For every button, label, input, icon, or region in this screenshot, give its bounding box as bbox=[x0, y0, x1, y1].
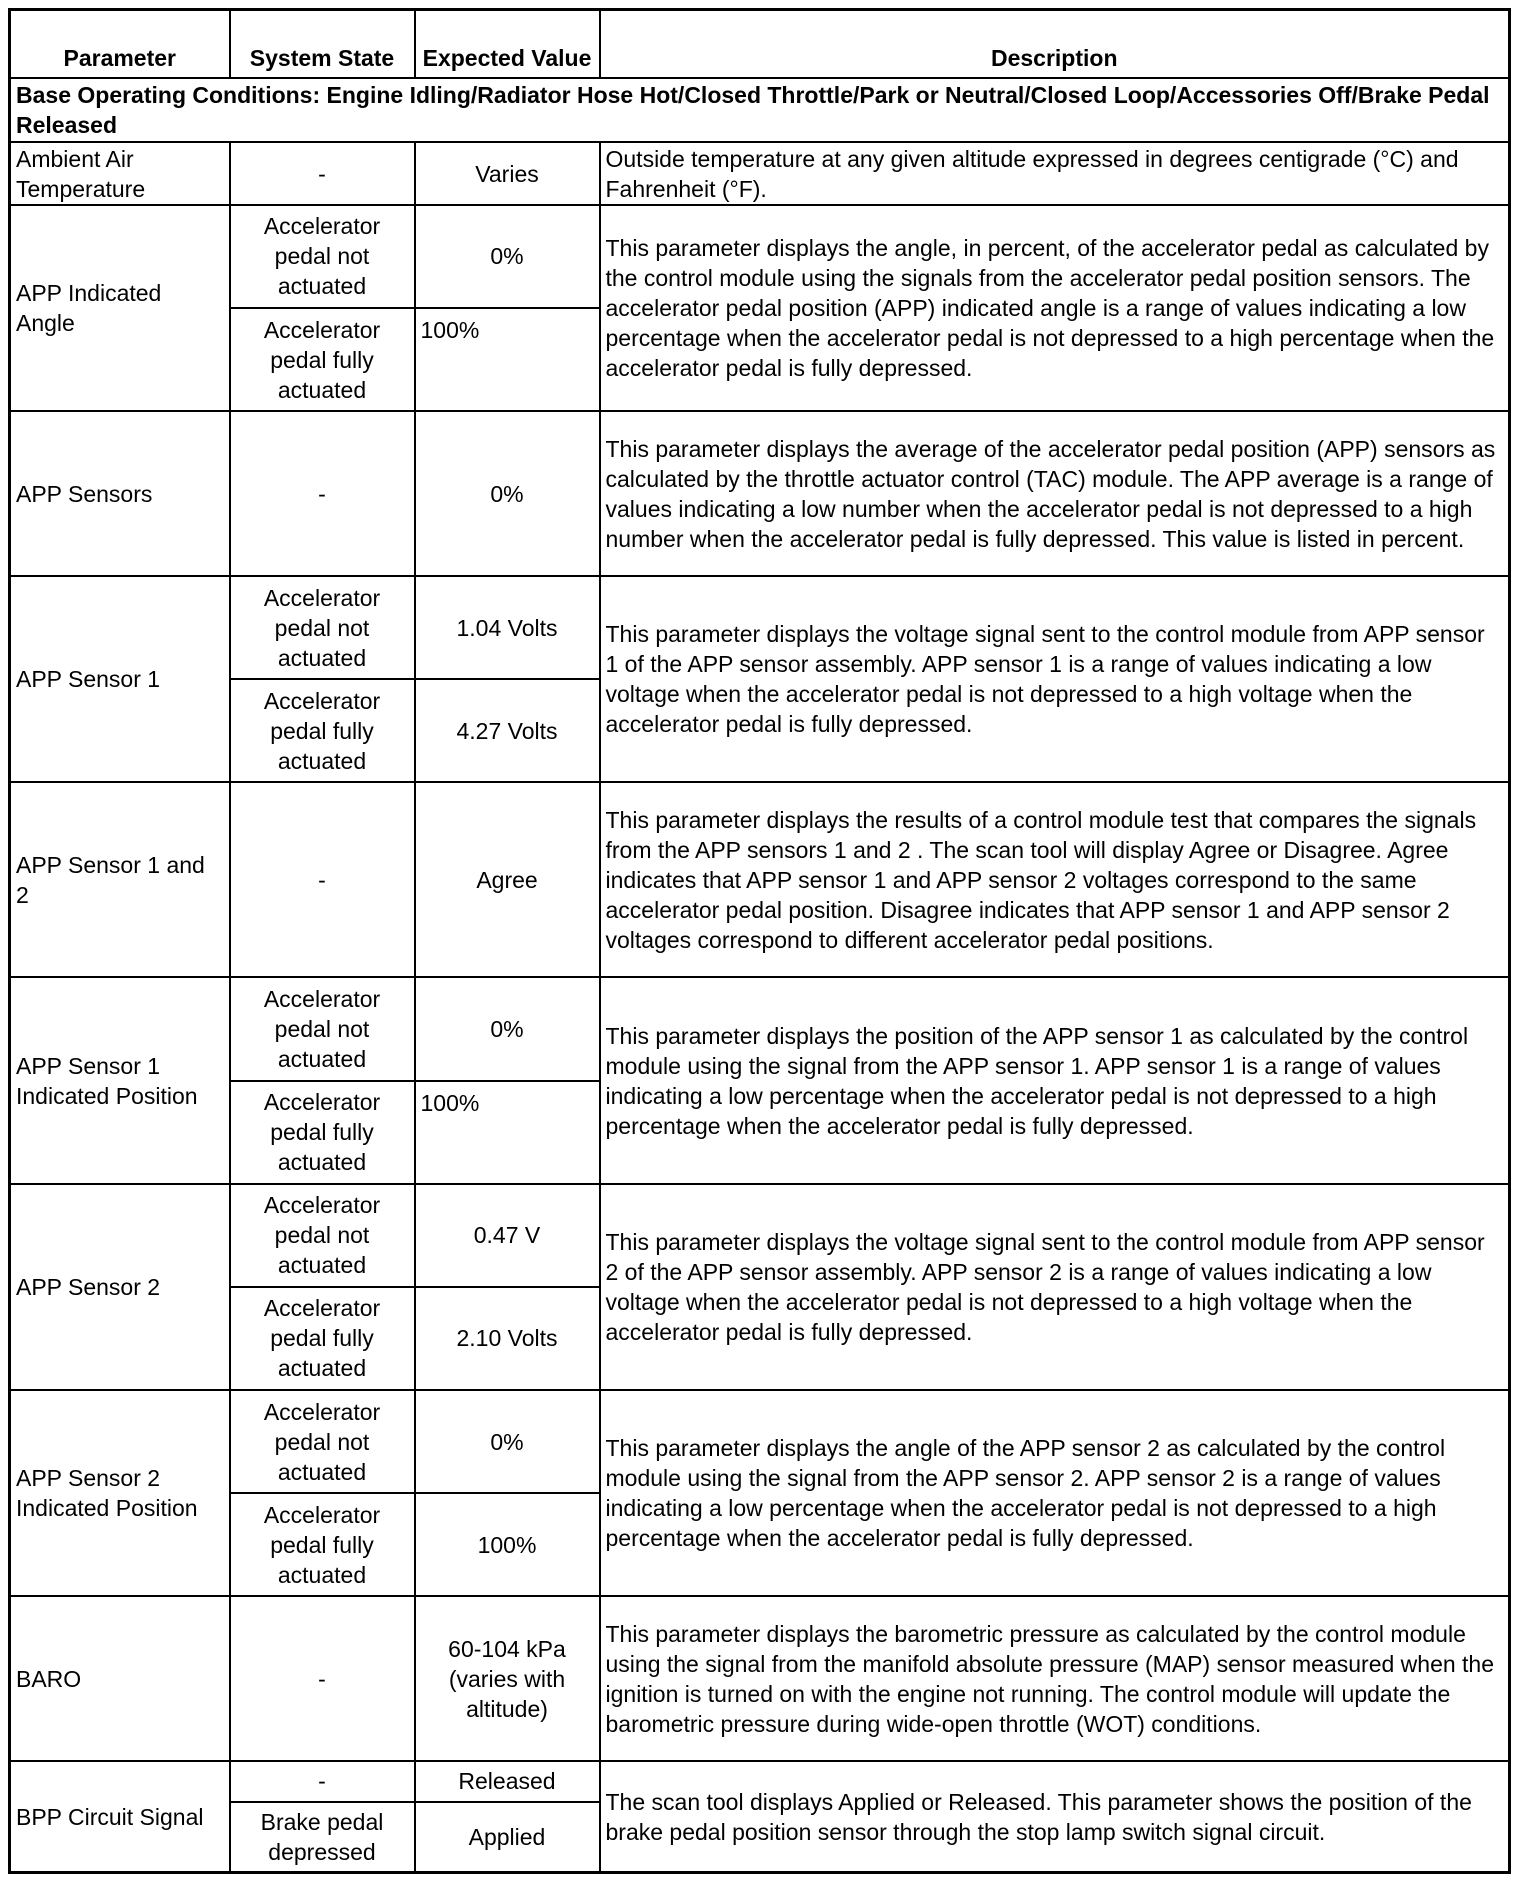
system-state: Accelerator pedal fully actuated bbox=[230, 1081, 415, 1184]
system-state: - bbox=[230, 1596, 415, 1761]
expected-value: 0% bbox=[415, 411, 600, 576]
description: This parameter displays the angle, in percent, of the accelerator pedal as calculated by the control module using the signals from the accelerator pedal position sensors. The accelerator pedal position (APP) indicated angle is a range of values indicating a low percentage when the accelerator pedal is not depressed to a high percentage when the accelerator pedal is fully depressed. bbox=[600, 205, 1510, 411]
expected-value: 0% bbox=[415, 1390, 600, 1493]
system-state: Accelerator pedal fully actuated bbox=[230, 308, 415, 411]
expected-value: 60-104 kPa (varies with altitude) bbox=[415, 1596, 600, 1761]
description: This parameter displays the results of a control module test that compares the signals from the APP sensors 1 and 2 . The scan tool will display Agree or Disagree. Agree indicates that APP sensor 1 and APP sensor 2 voltages correspond to the same accelerator pedal position. Disagree indicates that APP sensor 1 and APP sensor 2 voltages correspond to different accelerator pedal positions. bbox=[600, 782, 1510, 977]
table-row bbox=[10, 205, 1510, 308]
base-operating-conditions: Base Operating Conditions: Engine Idling/Radiator Hose Hot/Closed Throttle/Park or Neutral/Closed Loop/Accessories Off/Brake Pedal Released bbox=[10, 78, 1510, 143]
system-state: Accelerator pedal not actuated bbox=[230, 977, 415, 1080]
expected-value: Varies bbox=[415, 142, 600, 205]
system-state: Accelerator pedal not actuated bbox=[230, 1184, 415, 1287]
system-state: Accelerator pedal fully actuated bbox=[230, 1287, 415, 1390]
parameter-name: Ambient Air Temperature bbox=[10, 142, 230, 205]
parameter-table bbox=[8, 8, 1511, 1874]
system-state: Brake pedal depressed bbox=[230, 1802, 415, 1873]
expected-value: Applied bbox=[415, 1802, 600, 1873]
description: This parameter displays the position of the APP sensor 1 as calculated by the control module using the signal from the APP sensor 1. APP sensor 1 is a range of values indicating a low percentage when the accelerator pedal is not depressed to a high percentage when the accelerator pedal is fully depressed. bbox=[600, 977, 1510, 1183]
expected-value: 100% bbox=[415, 1493, 600, 1596]
parameter-name: BPP Circuit Signal bbox=[10, 1761, 230, 1872]
parameter-name: APP Sensor 2 bbox=[10, 1184, 230, 1390]
table-row bbox=[10, 576, 1510, 679]
description: This parameter displays the voltage signal sent to the control module from APP sensor 1 of the APP sensor assembly. APP sensor 1 is a range of values indicating a low voltage when the accelerator pedal is not depressed to a high voltage when the accelerator pedal is fully depressed. bbox=[600, 576, 1510, 782]
system-state: Accelerator pedal not actuated bbox=[230, 205, 415, 308]
description: This parameter displays the barometric pressure as calculated by the control module using the signal from the manifold absolute pressure (MAP) sensor measured when the ignition is turned on with the engine not running. The control module will update the barometric pressure during wide-open throttle (WOT) conditions. bbox=[600, 1596, 1510, 1761]
table-row bbox=[10, 977, 1510, 1080]
system-state: Accelerator pedal not actuated bbox=[230, 576, 415, 679]
system-state: - bbox=[230, 142, 415, 205]
expected-value: 0.47 V bbox=[415, 1184, 600, 1287]
table-row bbox=[10, 1596, 1510, 1761]
expected-value: 0% bbox=[415, 977, 600, 1080]
expected-value: 100% bbox=[415, 1081, 600, 1184]
description: This parameter displays the angle of the APP sensor 2 as calculated by the control module using the signal from the APP sensor 2. APP sensor 2 is a range of values indicating a low percentage when the accelerator pedal is not depressed to a high percentage when the accelerator pedal is fully depressed. bbox=[600, 1390, 1510, 1596]
parameter-name: APP Sensor 1 and 2 bbox=[10, 782, 230, 977]
description: This parameter displays the average of the accelerator pedal position (APP) sensors as calculated by the throttle actuator control (TAC) module. The APP average is a range of values indicating a low number when the accelerator pedal is not depressed to a high number when the accelerator pedal is fully depressed. This value is listed in percent. bbox=[600, 411, 1510, 576]
parameter-name: BARO bbox=[10, 1596, 230, 1761]
expected-value: 2.10 Volts bbox=[415, 1287, 600, 1390]
parameter-name: APP Sensors bbox=[10, 411, 230, 576]
table-row bbox=[10, 1761, 1510, 1801]
parameter-name: APP Sensor 1 Indicated Position bbox=[10, 977, 230, 1183]
table-row bbox=[10, 142, 1510, 205]
parameter-name: APP Sensor 1 bbox=[10, 576, 230, 782]
expected-value: 1.04 Volts bbox=[415, 576, 600, 679]
expected-value: Released bbox=[415, 1761, 600, 1801]
table-row bbox=[10, 1390, 1510, 1493]
header-expected-value: Expected Value bbox=[415, 10, 600, 78]
system-state: - bbox=[230, 411, 415, 576]
table-row bbox=[10, 411, 1510, 576]
table-row bbox=[10, 1184, 1510, 1287]
description: Outside temperature at any given altitude expressed in degrees centigrade (°C) and Fahrenheit (°F). bbox=[600, 142, 1510, 205]
expected-value: Agree bbox=[415, 782, 600, 977]
system-state: - bbox=[230, 1761, 415, 1801]
table-row bbox=[10, 782, 1510, 977]
expected-value: 4.27 Volts bbox=[415, 679, 600, 782]
system-state: Accelerator pedal not actuated bbox=[230, 1390, 415, 1493]
parameter-name: APP Indicated Angle bbox=[10, 205, 230, 411]
description: This parameter displays the voltage signal sent to the control module from APP sensor 2 of the APP sensor assembly. APP sensor 2 is a range of values indicating a low voltage when the accelerator pedal is not depressed to a high voltage when the accelerator pedal is fully depressed. bbox=[600, 1184, 1510, 1390]
header-parameter: Parameter bbox=[10, 10, 230, 78]
system-state: Accelerator pedal fully actuated bbox=[230, 679, 415, 782]
parameter-name: APP Sensor 2 Indicated Position bbox=[10, 1390, 230, 1596]
header-description: Description bbox=[600, 10, 1510, 78]
system-state: - bbox=[230, 782, 415, 977]
expected-value: 100% bbox=[415, 308, 600, 411]
description: The scan tool displays Applied or Released. This parameter shows the position of the brake pedal position sensor through the stop lamp switch signal circuit. bbox=[600, 1761, 1510, 1872]
system-state: Accelerator pedal fully actuated bbox=[230, 1493, 415, 1596]
header-system-state: System State bbox=[230, 10, 415, 78]
expected-value: 0% bbox=[415, 205, 600, 308]
